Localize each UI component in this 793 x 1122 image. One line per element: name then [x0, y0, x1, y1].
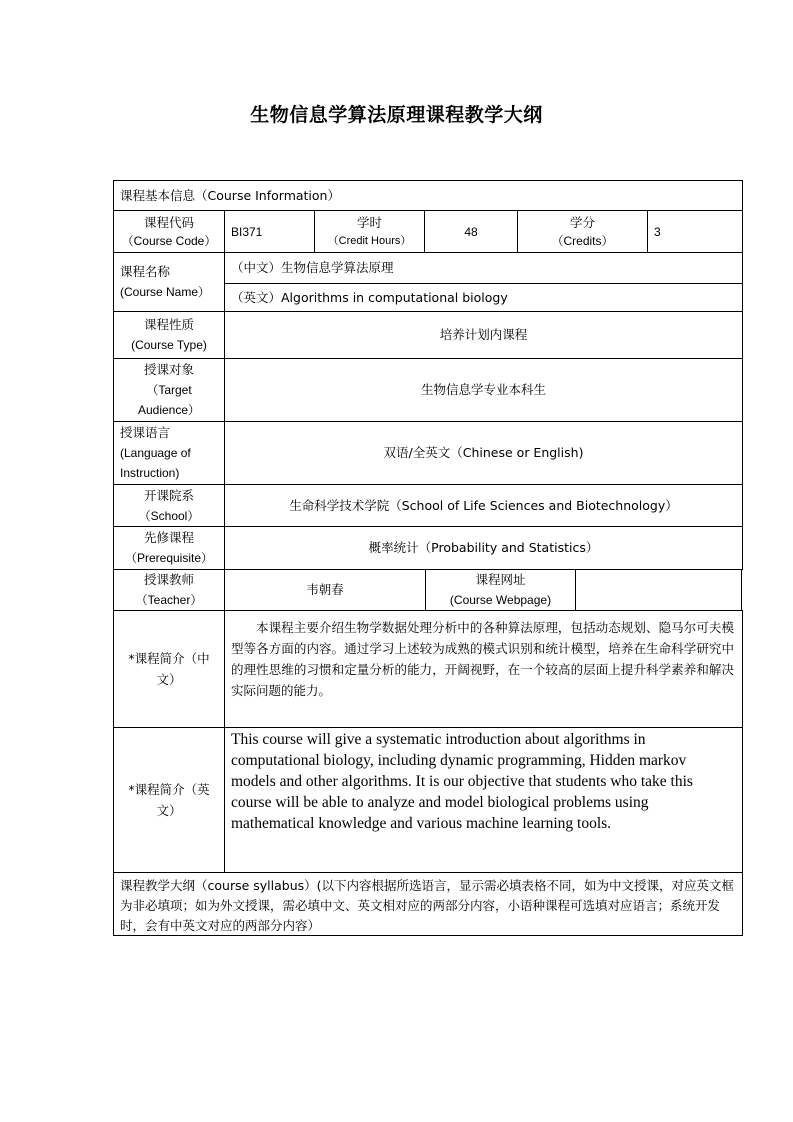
target-audience-label-en1: （Target [146, 383, 192, 397]
teacher-label-en: （Teacher） [135, 593, 203, 607]
course-type-label-en: (Course Type) [131, 338, 207, 352]
credit-hours-label-cn: 学时 [356, 214, 382, 230]
course-type-value: 培养计划内课程 [439, 327, 528, 342]
credit-hours-value: 48 [464, 224, 478, 239]
teacher-label [113, 569, 225, 611]
credits-value-cell [647, 210, 743, 253]
school-value: 生命科学技术学院（School of Life Sciences and Biotechnology） [289, 497, 678, 513]
page-title: 生物信息学算法原理课程教学大纲 [250, 104, 543, 126]
school-label-en: （School） [138, 508, 200, 523]
webpage-label-en: (Course Webpage) [449, 593, 552, 607]
course-name-cn: （中文）生物信息学算法原理 [231, 260, 394, 275]
intro-en-label-text: *课程简介（英文） [128, 782, 210, 818]
course-code-label [113, 210, 225, 253]
intro-cn-label-text: *课程简介（中文） [128, 651, 210, 687]
course-name-en: （英文）Algorithms in computational biology [231, 289, 508, 305]
prerequisite-value: 概率统计（Probability and Statistics） [368, 540, 599, 555]
intro-en-line: This course will give a systematic introduction about algorithms in [231, 731, 646, 748]
language-label-en2: Instruction) [120, 466, 180, 480]
credits-value: 3 [654, 224, 661, 239]
course-type-value-cell [224, 311, 743, 359]
language-label-cn: 授课语言 [120, 425, 171, 440]
intro-en-line: course will be able to analyze and model biological problems using [231, 794, 649, 811]
intro-en-cell [224, 727, 743, 873]
course-code-value-cell [224, 210, 315, 253]
course-type-label-cn: 课程性质 [143, 317, 194, 332]
webpage-label-cn: 课程网址 [475, 572, 526, 587]
course-code-label-en: （Course Code） [121, 233, 217, 248]
course-name-label-cn: 课程名称 [120, 264, 171, 279]
webpage-label [425, 569, 576, 611]
intro-en-line: models and other algorithms. It is our objective that students who take this [231, 773, 693, 790]
credit-hours-value-cell [424, 210, 518, 253]
credits-label [517, 210, 648, 253]
intro-en-label [113, 727, 225, 873]
intro-cn-cell [224, 610, 743, 728]
language-label-en1: (Language of [120, 446, 191, 460]
intro-cn-text: 本课程主要介绍生物学数据处理分析中的各种算法原理，包括动态规划、隐马尔可夫模型等各方面的内容。通过学习上述较为成熟的模式识别和统计模型，培养在生命科学研究中的理性思维的习惯和定量分析的能力，开阔视野，在一个较高的层面上提升科学素养和解决实际问题的能力。 [231, 620, 734, 698]
teacher-value: 韦朝春 [306, 582, 344, 597]
target-audience-label [113, 358, 225, 422]
target-audience-label-cn: 授课对象 [143, 362, 194, 377]
school-label-cn: 开课院系 [143, 487, 194, 503]
language-value: 双语/全英文（Chinese or English) [383, 445, 584, 460]
credit-hours-label [314, 210, 425, 253]
course-name-label-en: (Course Name） [120, 285, 211, 299]
course-code-label-cn: 课程代码 [143, 214, 194, 230]
section-header-text: 课程基本信息（Course Information） [120, 187, 340, 203]
intro-en-line: computational biology, including dynamic programming, Hidden markov [231, 752, 687, 769]
teacher-value-cell [224, 569, 426, 611]
intro-en-line: mathematical knowledge and various machine learning tools. [231, 815, 612, 832]
target-audience-value: 生物信息学专业本科生 [420, 382, 546, 397]
course-type-label [113, 311, 225, 359]
language-value-cell [224, 421, 743, 485]
credit-hours-label-en: （Credit Hours） [327, 234, 412, 247]
intro-cn-label [113, 610, 225, 728]
course-name-en-cell [224, 283, 743, 312]
teacher-label-cn: 授课教师 [143, 572, 194, 587]
course-name-label [113, 252, 225, 312]
credits-label-en: （Credits） [551, 233, 614, 248]
school-value-cell [224, 484, 743, 527]
syllabus-note-cell [113, 872, 743, 936]
target-audience-label-en2: Audience） [137, 403, 201, 417]
prerequisite-value-cell [224, 526, 743, 570]
prerequisite-label [113, 526, 225, 570]
section-header [113, 180, 743, 211]
prerequisite-label-en: （Prerequisite） [124, 551, 214, 565]
school-label [113, 484, 225, 527]
syllabus-note: 课程教学大纲（course syllabus）(以下内容根据所选语言，显示需必填表格不同，如为中文授课，对应英文框为非必填项；如为外文授课，需必填中文、英文相对应的两部分内容，小语种课程可选填对应语言；系统开发时，会有中英文对应的两部分内容） [120, 878, 735, 933]
language-label [113, 421, 225, 485]
credits-label-cn: 学分 [569, 214, 595, 230]
prerequisite-label-cn: 先修课程 [143, 530, 194, 545]
webpage-value-cell [575, 569, 742, 611]
course-name-cn-cell [224, 252, 743, 284]
course-code-value: BI371 [231, 224, 263, 239]
target-audience-value-cell [224, 358, 743, 422]
